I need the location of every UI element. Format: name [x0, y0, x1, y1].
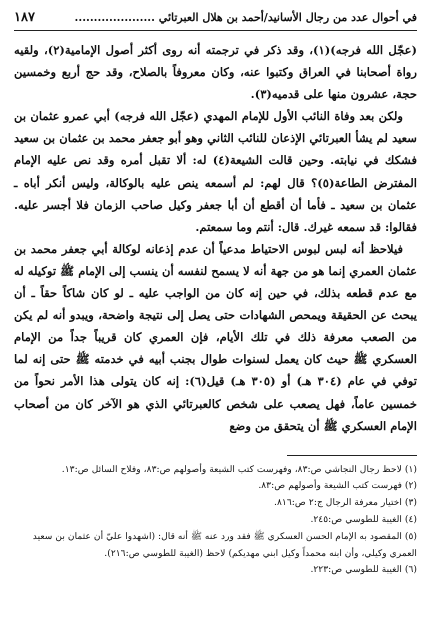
page-number: ١٨٧ — [14, 10, 35, 25]
footnote: (١) لاحظ رجال النجاشي ص:٨٣، وفهرست كتب الشيعة وأصولهم ص:٨٣، وفلاح السائل ص:١٣. — [61, 463, 417, 475]
footnotes — [14, 462, 417, 580]
footnote: (٤) الغيبة للطوسي ص:٢٤٥. — [310, 514, 417, 526]
running-header — [14, 10, 417, 28]
book-page — [14, 10, 417, 579]
main-text — [14, 39, 417, 437]
footnote: (٦) الغيبة للطوسي ص:٢٢٣. — [310, 564, 417, 576]
running-title: في أحوال عدد من رجال الأسانيد/أحمد بن هلال العبرتائي ..................... — [74, 11, 417, 24]
footnote: (٥) المقصود به الإمام الحسن العسكري ﷺ فقد ورد عنه ﷺ أنه قال: (اشهدوا عليّ أن عثمان بن سعيد العمري وكيلي، وأن ابنه محمداً وكيل ابني مهديكم) لاحظ (الغيبة للطوسي ص:٢١٦). — [32, 530, 417, 559]
paragraph: ولكن بعد وفاة النائب الأول للإمام المهدي (عجّل الله فرجه) أبي عمرو عثمان بن سعيد لم يشأ العبرتائي الإذعان للنائب الثاني وهو أبو جعفر محمد بن عثمان بن سعيد فشكك في نيابته. وحين قالت الشيعة(٤) له: ألا تقبل أمره وقد نص عليه الإمام المفترض الطاعة(٥)؟ قال لهم: لم أسمعه ينص عليه بالوكالة، وليس أنكر أباه ـ عثمان بن سعيد ـ فأما أن أقطع أن أبا جعفر وكيل صاحب الزمان فلا أجسر عليه. فقالوا: قد سمعه غيرك. قال: أنتم وما سمعتم. — [14, 109, 418, 234]
paragraph: فيلاحظ أنه لبس لبوس الاحتياط مدعياً أن عدم إذعانه لوكالة أبي جعفر محمد بن عثمان العمري إنما هو من جهة أنه لا يسمح لنفسه أن ينسب إلى الإمام ﷺ توكيله له مع عدم قطعه بذلك، في حين إنه كان من الواجب عليه ـ لو كان شاكاً حقاً ـ أن يبحث عن الحقيقة ويمحص الشهادات حتى يصل إلى نتيجة واضحة، ويبدو أنه لم يكن من الصعب معرفة ذلك في تلك الأيام، فإن العمري كان قريباً جداً من الإمام العسكري ﷺ حيث كان يعمل لسنوات طوال بجنب أبيه في خدمته ﷺ حتى إنه لما توفي في عام (٣٠٤ هـ) أو (٣٠٥ هـ) قيل(٦): إنه كان يتولى هذا الأمر نحواً من خمسين عاماً، فهل يصعب على شخص كالعبرتائي الذي هو الآخر كان من أصحاب الإمام العسكري ﷺ أن يتحقق من وضع — [14, 241, 418, 433]
header-rule — [14, 30, 417, 31]
footnote-rule — [287, 455, 417, 456]
footnote: (٣) اختيار معرفة الرجال ج:٢ ص:٨١٦. — [274, 497, 417, 509]
footnote: (٢) فهرست كتب الشيعة وأصولهم ص:٨٣. — [258, 480, 417, 492]
paragraph: (عجّل الله فرجه)(١)، وقد ذكر في ترجمته أنه روى أكثر أصول الإمامية(٢)، ولقيه رواة أصحابنا في العراق وكتبوا عنه، وكان معروفاً بالصلاح، وقد حج أربع وخمسين حجة، عشرون منها على قدميه(٣). — [14, 43, 418, 102]
